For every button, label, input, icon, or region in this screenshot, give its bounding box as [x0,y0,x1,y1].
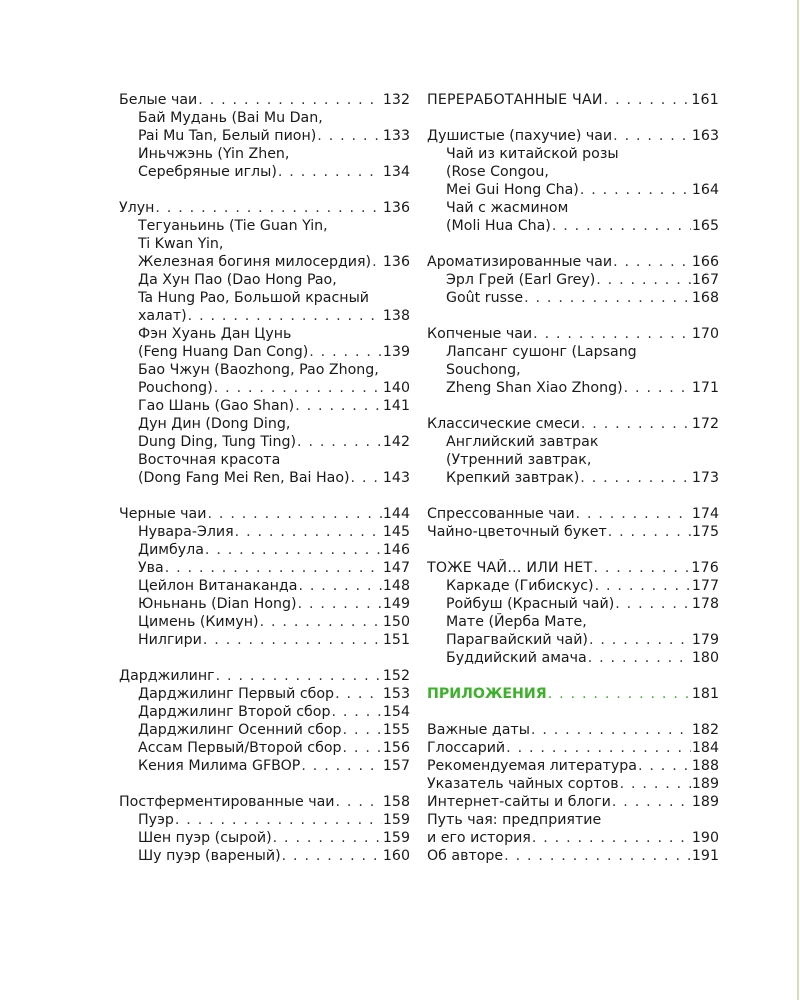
toc-entry[interactable] [427,415,719,433]
dot-leader [613,127,691,145]
dot-leader [620,775,691,793]
toc-subentry[interactable] [427,379,719,397]
toc-page-number: 170 [691,326,719,342]
toc-group [427,505,719,541]
dot-leader [580,469,691,487]
toc-entry-title: Чай из китайской розы [446,146,619,162]
toc-entry-title: Восточная красота [138,452,281,468]
dot-leader [207,505,381,523]
dot-leader [273,829,382,847]
dot-leader [331,703,381,721]
dot-leader [214,379,382,397]
toc-right-column [427,91,719,883]
toc-entry-title: Душистые (пахучие) чаи [427,128,613,144]
toc-entry[interactable] [427,325,719,343]
dot-leader [175,811,382,829]
toc-page-number: 139 [382,344,410,360]
toc-entry-title: Ti Kwan Yin, [138,236,224,252]
dot-leader [343,721,382,739]
toc-group [427,91,719,109]
dot-leader [533,325,691,343]
toc-entry-title: (Moli Hua Cha) [446,218,551,234]
dot-leader [155,199,382,217]
toc-entry[interactable] [427,505,719,523]
toc-page-number: 159 [382,830,410,846]
toc-page-number: 141 [382,398,410,414]
toc-entry-title: Об авторе [427,848,504,864]
toc-entry[interactable] [119,793,410,811]
toc-subentry[interactable] [119,235,410,253]
dot-leader [581,415,691,433]
toc-page-number: 173 [691,470,719,486]
toc-entry-title: Указатель чайных сортов [427,776,619,792]
toc-left-column [119,91,410,883]
toc-page-number: 166 [691,254,719,270]
toc-page-number: 157 [382,758,410,774]
toc-entry-title: Zheng Shan Xiao Zhong) [446,380,623,396]
dot-leader [336,793,382,811]
dot-leader [260,613,382,631]
toc-entry-title: Важные даты [427,722,530,738]
toc-entry-title: Интернет-сайты и блоги [427,794,611,810]
toc-entry-title: Ассам Первый/Второй сбор [138,740,342,756]
dot-leader [506,739,691,757]
toc-entry[interactable] [427,739,719,757]
toc-page-number: 151 [382,632,410,648]
toc-group [119,505,410,649]
dot-leader [198,91,382,109]
toc-entry-title: Иньчжэнь (Yin Zhen, [138,146,290,162]
toc-page-number: 146 [382,542,410,558]
toc-subentry[interactable] [427,649,719,667]
toc-subentry[interactable] [119,595,410,613]
toc-entry[interactable] [427,793,719,811]
toc-subentry[interactable] [119,613,410,631]
toc-group [119,793,410,865]
toc-entry-title: Путь чая: предприятие [427,812,602,828]
toc-page-number: 147 [382,560,410,576]
toc-entry-title: Юньнань (Dian Hong) [138,596,297,612]
toc-entry-title: (Утренний завтрак, [446,452,592,468]
toc-subentry[interactable] [119,307,410,325]
toc-entry-title: Гао Шань (Gao Shan) [138,398,295,414]
dot-leader [298,577,381,595]
toc-subentry[interactable] [427,145,719,163]
dot-leader [524,289,691,307]
toc-subentry[interactable] [427,631,719,649]
toc-entry-title: Кения Милима GFBOP [138,758,301,774]
toc-entry-title: Дарджилинг Осенний сбор [138,722,342,738]
toc-page-number: 167 [691,272,719,288]
toc-entry-title: Бай Мудань (Bai Mu Dan, [138,110,323,126]
toc-entry-title: Буддийский амача [446,650,587,666]
toc-entry-title: Крепкий завтрак) [446,470,580,486]
toc-page-number: 138 [382,308,410,324]
dot-leader [613,253,691,271]
toc-page-number: 148 [382,578,410,594]
toc-subentry[interactable] [119,685,410,703]
toc-subentry[interactable] [119,757,410,775]
toc-page-number: 132 [382,92,410,108]
toc-page-number: 181 [691,686,719,702]
toc-subentry[interactable] [119,163,410,181]
dot-leader [638,757,691,775]
toc-entry-title: Эрл Грей (Earl Grey) [446,272,596,288]
toc-page-number: 156 [382,740,410,756]
toc-page-number: 134 [382,164,410,180]
dot-leader [216,667,382,685]
dot-leader [596,271,691,289]
toc-subentry[interactable] [427,577,719,595]
page-edge-line [797,0,799,1000]
toc-subentry[interactable] [427,199,719,217]
toc-page-number: 136 [382,254,410,270]
toc-subentry[interactable] [427,271,719,289]
toc-entry[interactable] [427,523,719,541]
toc-entry-title: Серебряные иглы) [138,164,277,180]
toc-subentry[interactable] [119,847,410,865]
toc-group [427,721,719,865]
toc-page-number: 164 [691,182,719,198]
toc-entry-title: Димбула [138,542,204,558]
toc-subentry[interactable] [119,397,410,415]
toc-page-number: 179 [691,632,719,648]
dot-leader [580,181,691,199]
toc-entry[interactable] [427,721,719,739]
dot-leader [531,721,691,739]
toc-entry[interactable] [427,811,719,829]
toc-subentry[interactable] [119,217,410,235]
dot-leader [301,757,382,775]
toc-page-number: 174 [691,506,719,522]
toc-entry-title: Улун [119,200,155,216]
toc-subentry[interactable] [427,217,719,235]
toc-subentry[interactable] [427,289,719,307]
dot-leader [548,685,691,703]
toc-page-number: 188 [691,758,719,774]
dot-leader [595,577,691,595]
toc-entry-title: Шу пуэр (вареный) [138,848,281,864]
toc-page-number: 176 [691,560,719,576]
toc-entry-title: Фэн Хуань Дан Цунь [138,326,292,342]
toc-entry-title: Ароматизированные чаи [427,254,613,270]
toc-entry-title: Дун Дин (Dong Ding, [138,416,291,432]
toc-page-number: 171 [691,380,719,396]
toc-entry-title: Ройбуш (Красный чай) [446,596,615,612]
toc-subentry[interactable] [119,577,410,595]
toc-entry-title: Ува [138,560,164,576]
toc-page-number: 149 [382,596,410,612]
toc-page-number: 152 [382,668,410,684]
dot-leader [532,829,691,847]
toc-group [427,127,719,235]
toc-page-number: 158 [382,794,410,810]
toc-entry[interactable] [427,91,719,109]
toc-page-number: 168 [691,290,719,306]
toc-page-number: 155 [382,722,410,738]
toc-subentry[interactable] [427,469,719,487]
toc-page-number: 175 [691,524,719,540]
toc-subentry[interactable] [119,109,410,127]
dot-leader [203,631,382,649]
dot-leader [588,649,691,667]
toc-subentry[interactable] [119,829,410,847]
dot-leader [608,523,691,541]
toc-group [427,325,719,397]
toc-subentry[interactable] [119,703,410,721]
toc-entry-title: ПЕРЕРАБОТАННЫЕ ЧАИ [427,92,603,108]
toc-entry-title: ТОЖЕ ЧАЙ… ИЛИ НЕТ [427,560,593,576]
toc-entry-title: Парагвайский чай) [446,632,588,648]
toc-entry-title: ПРИЛОЖЕНИЯ [427,686,547,702]
toc-subentry[interactable] [119,721,410,739]
toc-entry-title: Бао Чжун (Baozhong, Pao Zhong, [138,362,379,378]
toc-entry-title: Глоссарий [427,740,506,756]
toc-page-number: 165 [691,218,719,234]
toc-entry[interactable] [427,559,719,577]
dot-leader [552,217,691,235]
toc-entry-title: (Feng Huang Dan Cong) [138,344,309,360]
toc-page-number: 190 [691,830,719,846]
dot-leader [282,847,382,865]
toc-entry-title: Спрессованные чаи [427,506,575,522]
toc-subentry[interactable] [427,595,719,613]
toc-page-number: 163 [691,128,719,144]
dot-leader [235,523,382,541]
toc-entry-title: Пуэр [138,812,174,828]
toc-entry-title: Тегуаньинь (Tie Guan Yin, [138,218,328,234]
toc-subentry[interactable] [427,451,719,469]
toc-page-number: 189 [691,794,719,810]
toc-subentry[interactable] [427,343,719,361]
dot-leader [615,595,691,613]
toc-entry-title: Цимень (Кимун) [138,614,259,630]
toc-entry-title: Лапсанг сушонг (Lapsang [446,344,637,360]
toc-entry-title: Ta Hung Pao, Большой красный [138,290,370,306]
toc-entry[interactable] [427,829,719,847]
dot-leader [343,739,382,757]
toc-entry-title: Дарджилинг [119,668,215,684]
toc-page-number: 160 [382,848,410,864]
dot-leader [205,541,382,559]
toc-entry[interactable] [119,91,410,109]
toc-entry[interactable] [427,775,719,793]
toc-page-number: 145 [382,524,410,540]
toc-subentry[interactable] [427,361,719,379]
toc-page-number: 140 [382,380,410,396]
toc-entry[interactable] [119,505,410,523]
toc-page-number: 178 [691,596,719,612]
toc-subentry[interactable] [119,145,410,163]
dot-leader [612,793,691,811]
dot-leader [298,595,382,613]
dot-leader [309,343,382,361]
dot-leader [278,163,382,181]
toc-entry-title: Каркаде (Гибискус) [446,578,594,594]
toc-subentry[interactable] [119,325,410,343]
toc-page-number: 177 [691,578,719,594]
toc-page-number: 143 [382,470,410,486]
toc-subentry[interactable] [119,559,410,577]
toc-subentry[interactable] [119,127,410,145]
toc-entry[interactable] [427,127,719,145]
toc-entry-title: Да Хун Пао (Dao Hong Pao, [138,272,337,288]
dot-leader [165,559,382,577]
toc-entry-title: Классические смеси [427,416,580,432]
toc-subentry[interactable] [119,739,410,757]
toc-entry-title: Нувара-Элия [138,524,234,540]
dot-leader [351,469,382,487]
toc-entry[interactable] [427,253,719,271]
toc-page-number: 136 [382,200,410,216]
toc-entry-title: Копченые чаи [427,326,533,342]
toc-entry-title: халат) [138,308,187,324]
toc-entry-title: Mei Gui Hong Cha) [446,182,579,198]
toc-entry-title: Чайно-цветочный букет [427,524,607,540]
toc-entry-title: Цейлон Витанаканда [138,578,298,594]
toc-page-number: 184 [691,740,719,756]
dot-leader [624,379,691,397]
toc-entry-title: Английский завтрак [446,434,599,450]
dot-leader [589,631,691,649]
toc-subentry[interactable] [119,541,410,559]
toc-subentry[interactable] [119,811,410,829]
toc-entry[interactable] [119,199,410,217]
toc-subentry[interactable] [427,613,719,631]
toc-subentry[interactable] [119,523,410,541]
toc-entry-title: Souchong, [446,362,521,378]
toc-page-number: 180 [691,650,719,666]
toc-subentry[interactable] [119,469,410,487]
toc-subentry[interactable] [119,631,410,649]
toc-entry-title: Нилгири [138,632,202,648]
dot-leader [593,559,690,577]
dot-leader [297,433,382,451]
toc-entry-title: Черные чаи [119,506,207,522]
toc-page-number: 172 [691,416,719,432]
toc-subentry[interactable] [119,361,410,379]
toc-page-number: 191 [691,848,719,864]
dot-leader [335,685,382,703]
toc-entry[interactable] [427,847,719,865]
toc-page-number: 153 [382,686,410,702]
toc-entry[interactable] [427,757,719,775]
toc-entry-title: (Rose Congou, [446,164,549,180]
toc-subentry[interactable] [119,253,410,271]
toc-group [427,559,719,667]
toc-subentry[interactable] [119,451,410,469]
toc-entry-title: Дарджилинг Первый сбор [138,686,335,702]
toc-page-number: 161 [691,92,719,108]
toc-subentry[interactable] [119,379,410,397]
toc-page-number: 154 [382,704,410,720]
toc-entry[interactable] [119,667,410,685]
toc-group [119,199,410,487]
toc-entry-title: Dung Ding, Tung Ting) [138,434,297,450]
dot-leader [604,91,691,109]
toc-entry-title: Дарджилинг Второй сбор [138,704,331,720]
toc-page-number: 133 [382,128,410,144]
toc-entry-title: Goût russe [446,290,524,306]
dot-leader [372,253,382,271]
toc-group [427,253,719,307]
toc-page-number: 182 [691,722,719,738]
toc-page-number: 142 [382,434,410,450]
dot-leader [295,397,382,415]
toc-entry-title: Pouchong) [138,380,213,396]
toc-entry-title: Железная богиня милосердия) [138,254,372,270]
toc-subentry[interactable] [427,433,719,451]
toc-entry-title: (Dong Fang Mei Ren, Bai Hao) [138,470,350,486]
toc-entry-title: Постферментированные чаи [119,794,335,810]
toc-page-number: 159 [382,812,410,828]
toc-subentry[interactable] [427,181,719,199]
toc-subentry[interactable] [119,433,410,451]
toc-group [119,667,410,775]
dot-leader [576,505,691,523]
toc-subentry[interactable] [119,289,410,307]
toc-group [427,415,719,487]
toc-entry-title: Шен пуэр (сырой) [138,830,272,846]
toc-subentry[interactable] [119,415,410,433]
toc-page-number: 150 [382,614,410,630]
toc-subentry[interactable] [119,343,410,361]
toc-entry-title: Рекомендуемая литература [427,758,637,774]
toc-page-number: 189 [691,776,719,792]
toc-entry-title: Мате (Йерба Мате, [446,614,587,630]
toc-page-number: 144 [382,506,410,522]
dot-leader [317,127,382,145]
toc-group [427,685,719,703]
toc-group [119,91,410,181]
toc-subentry[interactable] [427,163,719,181]
toc-entry-title: Белые чаи [119,92,198,108]
dot-leader [188,307,382,325]
toc-entry[interactable] [427,685,719,703]
toc-entry-title: Pai Mu Tan, Белый пион) [138,128,317,144]
toc-entry-title: Чай с жасмином [446,200,569,216]
toc-entry-title: и его история [427,830,531,846]
dot-leader [504,847,691,865]
toc-subentry[interactable] [119,271,410,289]
